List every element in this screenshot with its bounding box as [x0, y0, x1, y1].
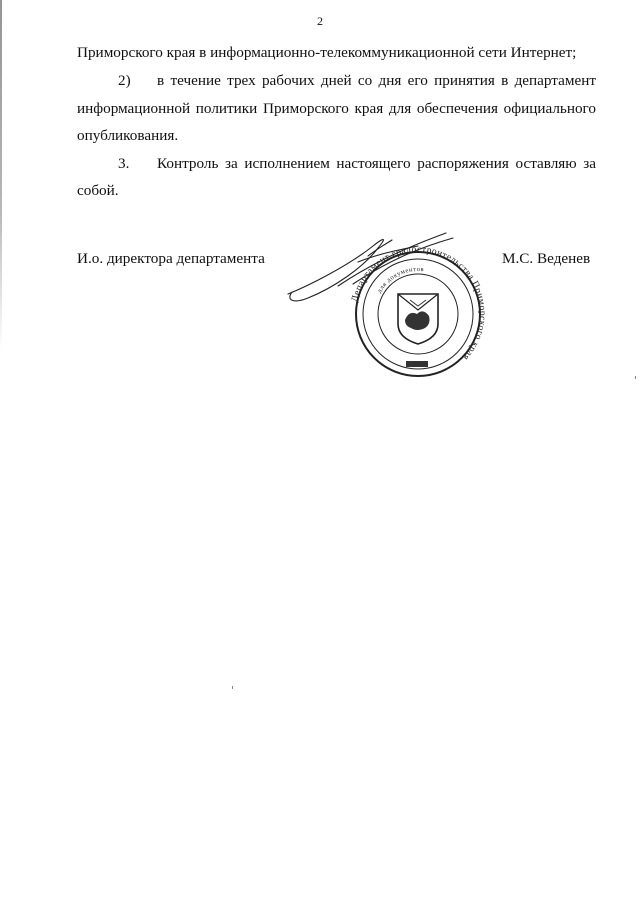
- item-3-text-line-2: собой.: [77, 182, 119, 199]
- scan-speck: [232, 686, 233, 689]
- scan-edge-mark: [0, 0, 2, 350]
- coat-of-arms-icon: [398, 294, 438, 344]
- official-seal-and-signature: [278, 226, 500, 378]
- item-2-text-line-3: опубликования.: [77, 127, 179, 144]
- item-2-text-line-2: информационной политики Приморского края для обеспечения официального: [77, 100, 596, 117]
- item-2-text-line-1: в течение трех рабочих дней со дня его принятия в департамент: [157, 72, 596, 89]
- scan-speck: [635, 376, 636, 379]
- seal-inner-text: для документов: [376, 265, 425, 295]
- seal-serial-block: [406, 361, 428, 367]
- signatory-title: И.о. директора департамента: [77, 250, 265, 267]
- item-2-number: 2): [118, 72, 131, 89]
- body-line-1: Приморского края в информационно-телекоммуникационной сети Интернет;: [77, 44, 577, 61]
- handwritten-signature: [288, 233, 453, 301]
- signatory-name: М.С. Веденев: [502, 250, 591, 267]
- item-3-text-line-1: Контроль за исполнением настоящего распоряжения оставляю за: [157, 155, 596, 172]
- page-number: 2: [317, 14, 323, 28]
- seal-outer-text: Департамент градостроительства Приморского края: [350, 244, 488, 363]
- item-3-number: 3.: [118, 155, 130, 172]
